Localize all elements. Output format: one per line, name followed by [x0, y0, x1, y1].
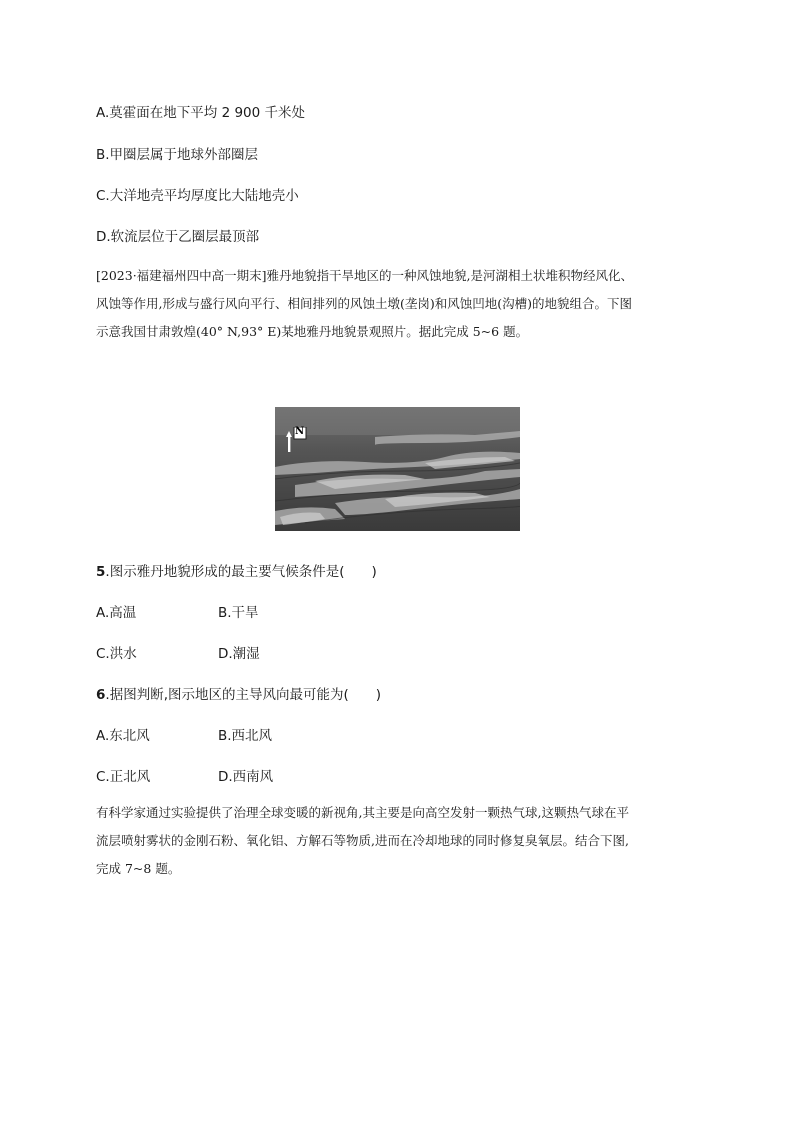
intro-5-6-line-2: 风蚀等作用,形成与盛行风向平行、相间排列的风蚀土墩(垄岗)和风蚀凹地(沟槽)的地貌组合。下图 — [96, 296, 632, 311]
q5-stem-text: .图示雅丹地貌形成的最主要气候条件是( ) — [105, 564, 377, 580]
intro-7-8-line-3: 完成 7~8 题。 — [96, 861, 181, 876]
intro-7-8-line-1: 有科学家通过实验提供了治理全球变暖的新视角,其主要是向高空发射一颗热气球,这颗热气球在平 — [96, 805, 629, 820]
q5-option-d: D.潮湿 — [218, 646, 260, 662]
q5-option-b: B.干旱 — [218, 605, 259, 621]
intro-5-6-line-3: 示意我国甘肃敦煌(40° N,93° E)某地雅丹地貌景观照片。据此完成 5~6 题。 — [96, 324, 529, 339]
q5-stem — [96, 560, 377, 580]
intro-5-6-line-1: [2023·福建福州四中高一期末]雅丹地貌指干旱地区的一种风蚀地貌,是河湖相土状堆积物经风化、 — [96, 268, 634, 283]
q6-option-c: C.正北风 — [96, 769, 151, 785]
q5-option-a: A.高温 — [96, 605, 137, 621]
north-arrow — [285, 427, 307, 453]
q6-option-b: B.西北风 — [218, 728, 273, 744]
q6-option-a: A.东北风 — [96, 728, 150, 744]
q5-option-c: C.洪水 — [96, 646, 137, 662]
q4-option-d: D.软流层位于乙圈层最顶部 — [96, 229, 260, 245]
intro-7-8-line-2: 流层喷射雾状的金刚石粉、氧化铝、方解石等物质,进而在冷却地球的同时修复臭氧层。结合下图, — [96, 833, 629, 848]
q6-stem — [96, 683, 381, 703]
north-label: N — [295, 426, 305, 437]
q6-stem-text: .据图判断,图示地区的主导风向最可能为( ) — [105, 687, 382, 703]
q5-number: 5 — [96, 564, 106, 580]
q4-option-b: B.甲圈层属于地球外部圈层 — [96, 147, 259, 163]
intro-5-6 — [96, 262, 700, 346]
q6-option-d: D.西南风 — [218, 769, 274, 785]
q4-option-a: A.莫霍面在地下平均 2 900 千米处 — [96, 105, 306, 121]
q4-option-c: C.大洋地壳平均厚度比大陆地壳小 — [96, 188, 299, 204]
intro-7-8 — [96, 799, 700, 883]
q6-number: 6 — [96, 687, 106, 703]
yardang-photo — [275, 407, 520, 531]
yardang-landscape-image — [275, 407, 520, 531]
